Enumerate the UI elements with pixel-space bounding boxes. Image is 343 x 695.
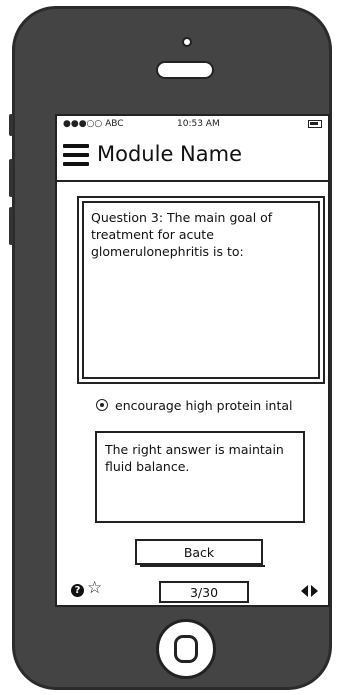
carrier-label: ●●●○○ ABC: [63, 119, 124, 129]
feedback-text: The right answer is maintain fluid balance.: [105, 442, 284, 474]
side-button-volume-down: [9, 207, 13, 245]
left-arrow-icon[interactable]: [301, 585, 308, 597]
hamburger-menu-icon[interactable]: [63, 144, 89, 166]
battery-icon: [308, 120, 322, 128]
radio-button-selected[interactable]: [96, 399, 108, 411]
feedback-box: [95, 431, 305, 523]
answer-option-label: encourage high protein intal: [115, 398, 293, 413]
question-mark-icon[interactable]: ?: [71, 584, 84, 597]
question-text: Question 3: The main goal of treatment for acute glomerulonephritis is to:: [91, 210, 273, 259]
side-button-volume-up: [9, 159, 13, 197]
speaker-grille: [156, 61, 214, 79]
camera-icon: [182, 37, 192, 47]
page-indicator-label: 3/30: [189, 585, 219, 600]
star-icon[interactable]: ☆: [87, 578, 103, 598]
page-title: Module Name: [97, 142, 242, 166]
back-button-label: Back: [183, 545, 215, 560]
phone-screen: [55, 114, 330, 607]
header-divider: [57, 180, 328, 182]
clock-time: 10:53 AM: [177, 119, 220, 129]
home-button[interactable]: [156, 619, 216, 679]
side-button-top: [9, 114, 13, 136]
page-indicator: [159, 581, 249, 603]
answer-option[interactable]: [96, 398, 330, 416]
home-square-icon: [174, 635, 198, 663]
back-button[interactable]: [135, 539, 263, 565]
question-panel: [77, 196, 325, 384]
phone-frame: [12, 6, 332, 690]
status-bar: [57, 116, 328, 133]
right-arrow-icon[interactable]: [311, 585, 318, 597]
